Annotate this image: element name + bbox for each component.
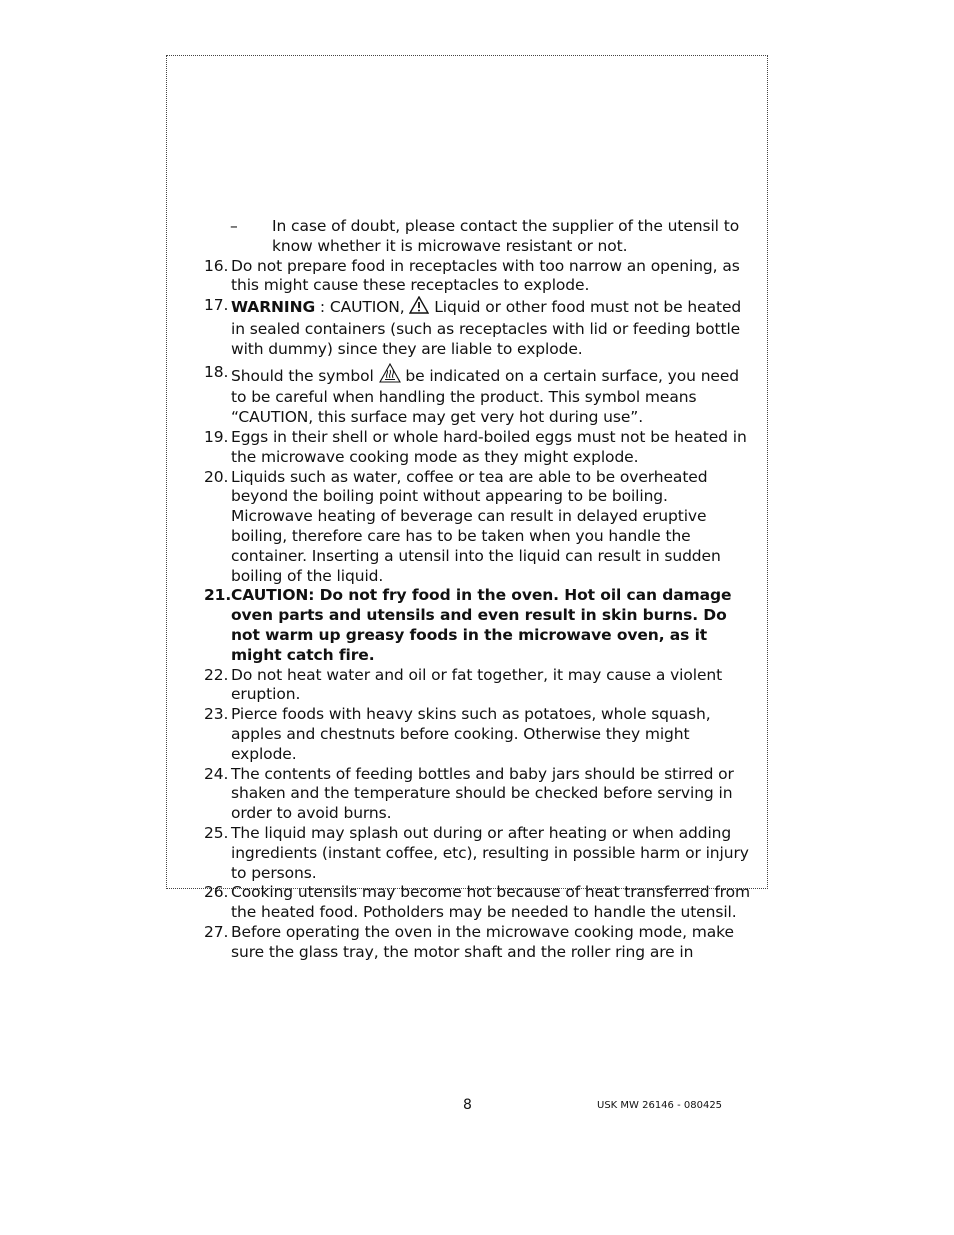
item-number: 20. (204, 467, 229, 486)
item-text: Cooking utensils may become hot because of heat transferred from the heated food. Potholders may be needed to handle the utensil. (231, 883, 750, 922)
item-text-post: Liquid or other food must not be heated in sealed containers (such as receptacles with lid or feeding bottle with dummy) since they are liable to explode. (231, 298, 742, 358)
item-text: Eggs in their shell or whole hard-boiled eggs must not be heated in the microwave cooking mode as they might explode. (231, 427, 747, 466)
item-text: Do not prepare food in receptacles with too narrow an opening, as this might cause these receptacles to explode. (231, 256, 740, 295)
item-text: Pierce foods with heavy skins such as potatoes, whole squash, apples and chestnuts before cooking. Otherwise they might explode. (231, 705, 711, 763)
list-item-21 (204, 586, 752, 665)
item-number: 24. (204, 764, 229, 783)
item-text-pre: : CAUTION, (315, 298, 410, 317)
item-text: Before operating the oven in the microwave cooking mode, make sure the glass tray, the motor shaft and the roller ring are in (231, 922, 734, 961)
document-code: USK MW 26146 - 080425 (597, 1100, 723, 1111)
item-text: Do not heat water and oil or fat together, it may cause a violent eruption. (231, 665, 723, 704)
list-item-22 (204, 666, 752, 706)
doubt-note (230, 217, 752, 257)
item-text-post: be indicated on a certain surface, you need to be careful when handling the product. This symbol means “CAUTION, this surface may get very hot during use”. (231, 366, 740, 427)
dash-bullet: – (230, 217, 238, 235)
list-item-18 (204, 363, 752, 428)
item-number: 22. (204, 665, 229, 684)
item-text: The liquid may splash out during or after heating or when adding ingredients (instant coffee, etc), resulting in possible harm or injury to persons. (231, 823, 749, 882)
list-item-25 (204, 824, 752, 883)
item-number: 27. (204, 922, 229, 941)
list-item-23 (204, 705, 752, 764)
instructions-list (204, 217, 752, 962)
doubt-note-text: In case of doubt, please contact the supplier of the utensil to know whether it is microwave resistant or not. (272, 217, 740, 255)
caution-text: CAUTION: Do not fry food in the oven. Hot oil can damage oven parts and utensils and even result in skin burns. Do not warm up greasy foods in the microwave oven, as it might catch fire. (231, 586, 732, 664)
item-number: 21. (204, 586, 232, 605)
item-number: 25. (204, 823, 229, 842)
list-item-26 (204, 883, 752, 923)
page-number: 8 (463, 1097, 472, 1113)
item-text (231, 363, 752, 428)
item-text (231, 296, 752, 359)
list-item-20 (204, 468, 752, 587)
item-number: 26. (204, 883, 229, 902)
item-number: 19. (204, 427, 229, 446)
item-number: 23. (204, 705, 229, 724)
list-item-27 (204, 923, 752, 963)
item-text: Liquids such as water, coffee or tea are able to be overheated beyond the boiling point without appearing to be boiling. Microwave heating of beverage can result in delayed eruptive boiling, therefore care has to be taken when you handle the container. Inserting a utensil into the liquid can result in sudden boiling of the liquid. (231, 467, 721, 585)
item-number: 18. (204, 362, 229, 381)
warning-triangle-icon (409, 296, 429, 320)
list-item-16 (204, 257, 752, 297)
list-item-17 (204, 296, 752, 359)
list-item-24 (204, 765, 752, 824)
item-text-pre: Should the symbol (231, 366, 379, 385)
item-text: The contents of feeding bottles and baby jars should be stirred or shaken and the temperature should be checked before serving in order to avoid burns. (231, 764, 734, 823)
hot-surface-icon (379, 363, 401, 389)
item-number: 17. (204, 296, 229, 315)
warning-label: WARNING (231, 298, 316, 317)
item-number: 16. (204, 256, 229, 275)
list-item-19 (204, 428, 752, 468)
